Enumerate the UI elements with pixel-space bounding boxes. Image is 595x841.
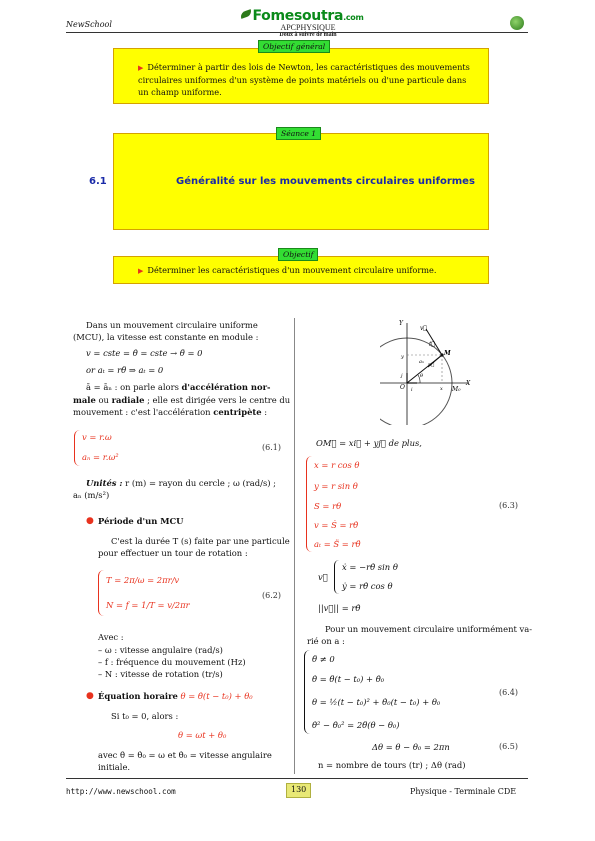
- logo-tagline: Doux à suivre de main: [279, 31, 337, 38]
- equation-brace: [304, 650, 310, 734]
- logo-subtitle: APCPHYSIQUE: [280, 22, 336, 32]
- equation: N = f = 1/T = v/2πr: [106, 600, 190, 610]
- equation-brace: [74, 430, 80, 466]
- equation-number: (6.3): [499, 501, 518, 510]
- objective-tag: Objectif: [278, 248, 318, 261]
- column-divider: [294, 318, 295, 774]
- paragraph-line: (MCU), la vitesse est constante en module :: [73, 332, 259, 342]
- equation-brace: [306, 456, 312, 552]
- paragraph-line: aₙ (m/s²): [73, 490, 110, 500]
- equation: ẏ = rθ̇ cos θ: [342, 581, 393, 591]
- equation: ẋ = −rθ̇ sin θ: [342, 562, 398, 572]
- label-y-axis: Y: [399, 320, 403, 327]
- footer-url-link[interactable]: http://www.newschool.com: [66, 787, 176, 796]
- equation: Δθ = θ − θ₀ = 2πn: [372, 742, 450, 752]
- paragraph-line: initiale.: [98, 762, 131, 772]
- label-x: x: [440, 386, 443, 392]
- paragraph-line: male ou radiale ; elle est dirigée vers le centre du: [73, 395, 291, 405]
- general-objective-text: ▶ Déterminer à partir des lois de Newton, les caractéristiques des mouvements circulaires uniformes d'un système de points matériels ou d'une particule dans un champ uniforme.: [138, 62, 470, 97]
- list-item: – ω : vitesse angulaire (rad/s): [98, 645, 223, 655]
- subsection-title: Période d'un MCU: [98, 516, 184, 526]
- paragraph-line: pour effectuer un tour de rotation :: [98, 548, 248, 558]
- label-origin: O: [400, 384, 405, 391]
- label-tangent: t⃗: [429, 341, 436, 348]
- section-title: Généralité sur les mouvements circulaires uniformes: [176, 176, 475, 187]
- equation-brace: [334, 560, 339, 594]
- footer-course: Physique - Terminale CDE: [410, 787, 517, 796]
- logo-text: Fomesoutra.com: [252, 8, 364, 24]
- equation: θ̇² − θ̇₀² = 2θ̈(θ − θ₀): [312, 720, 400, 730]
- equation: v = r.ω: [82, 432, 112, 442]
- objective-text: ▶ Déterminer les caractéristiques d'un mouvement circulaire uniforme.: [138, 265, 437, 275]
- equation: ||v⃗|| = rθ̇: [318, 603, 361, 613]
- paragraph-line: rié on a :: [307, 636, 345, 646]
- equation-number: (6.2): [262, 591, 281, 600]
- paragraph-line: C'est la durée T (s) faite par une particule: [111, 536, 290, 546]
- footer-divider: [66, 778, 528, 779]
- equation: x = r cos θ: [314, 460, 360, 470]
- subsection-title: Équation horaire θ = θ̇(t − t₀) + θ₀: [98, 691, 253, 701]
- page-number: 130: [286, 783, 311, 798]
- trajectory-circle: [380, 338, 452, 425]
- label-m: M: [444, 350, 451, 357]
- equation-number: (6.5): [499, 742, 518, 751]
- list-item: – f : fréquence du mouvement (Hz): [98, 657, 246, 667]
- paragraph-line: Dans un mouvement circulaire uniforme: [86, 320, 258, 330]
- paragraph-line: ā = āₙ : on parle alors d'accélération nor-: [86, 382, 271, 392]
- bullet-dot-icon: ●: [86, 691, 94, 701]
- paragraph-line: Si t₀ = 0, alors :: [111, 711, 179, 721]
- triangle-bullet-icon: ▶: [138, 64, 144, 72]
- label-i: i: [411, 387, 413, 393]
- equation: aₙ = r.ω²: [82, 452, 119, 462]
- list-item: – N : vitesse de rotation (tr/s): [98, 669, 223, 679]
- triangle-bullet-icon: ▶: [138, 267, 144, 275]
- header-school-name: NewSchool: [66, 20, 112, 29]
- equation-number: (6.1): [262, 443, 281, 452]
- equation: v = cste = θ̇ = cste → θ̈ = 0: [86, 348, 203, 358]
- site-logo[interactable]: [238, 7, 378, 38]
- paragraph-line: Pour un mouvement circulaire uniformément va-: [325, 624, 533, 634]
- equation: θ̈ ≠ 0: [312, 654, 335, 664]
- label-velocity: v⃗: [420, 325, 427, 332]
- header-divider: [66, 32, 528, 33]
- general-objective-tag: Objectif général: [258, 40, 330, 53]
- paragraph-line: Avec :: [98, 632, 124, 642]
- equation: v⃗: [318, 572, 328, 582]
- equation: θ = ½(t − t₀)² + θ̇₀(t − t₀) + θ₀: [312, 697, 441, 707]
- label-theta: θ: [420, 373, 424, 379]
- equation: T = 2π/ω = 2πr/v: [106, 575, 180, 585]
- equation: OM⃗ = xi⃗ + yj⃗ de plus,: [316, 438, 422, 448]
- paragraph-line: mouvement : c'est l'accélération centripète :: [73, 407, 268, 417]
- label-normal: n⃗: [428, 362, 435, 368]
- equation: S = rθ: [314, 501, 342, 511]
- section-number: 6.1: [89, 176, 107, 187]
- circular-motion-diagram: [380, 315, 500, 425]
- general-objective-box: [113, 48, 489, 104]
- label-m0: M₀: [452, 386, 461, 393]
- paragraph-line: avec θ̇ = θ̇₀ = ω et θ̇₀ = vitesse angulaire: [98, 750, 272, 760]
- paragraph-line: Unités : r (m) = rayon du cercle ; ω (rad/s) ;: [86, 478, 276, 488]
- globe-icon: [510, 16, 524, 30]
- equation: θ = ωt + θ₀: [178, 730, 227, 740]
- equation-number: (6.4): [499, 688, 518, 697]
- equation-brace: [98, 570, 104, 616]
- label-x-axis: X: [466, 380, 471, 387]
- equation: θ̇ = θ̈(t − t₀) + θ̇₀: [312, 674, 385, 684]
- equation: aₜ = S̈ = rθ̈: [314, 539, 361, 549]
- label-acceleration: aₙ: [419, 359, 425, 365]
- equation: v = Ṡ = rθ̇: [314, 520, 359, 530]
- paragraph-line: n = nombre de tours (tr) ; Δθ (rad): [318, 760, 466, 770]
- bullet-dot-icon: ●: [86, 516, 94, 526]
- equation: y = r sin θ: [314, 481, 358, 491]
- label-j: j: [401, 373, 403, 379]
- session-tag: Séance 1: [276, 127, 321, 140]
- label-y: y: [401, 354, 404, 360]
- equation: or aₜ = rθ̈ ⇒ aₜ = 0: [86, 365, 164, 375]
